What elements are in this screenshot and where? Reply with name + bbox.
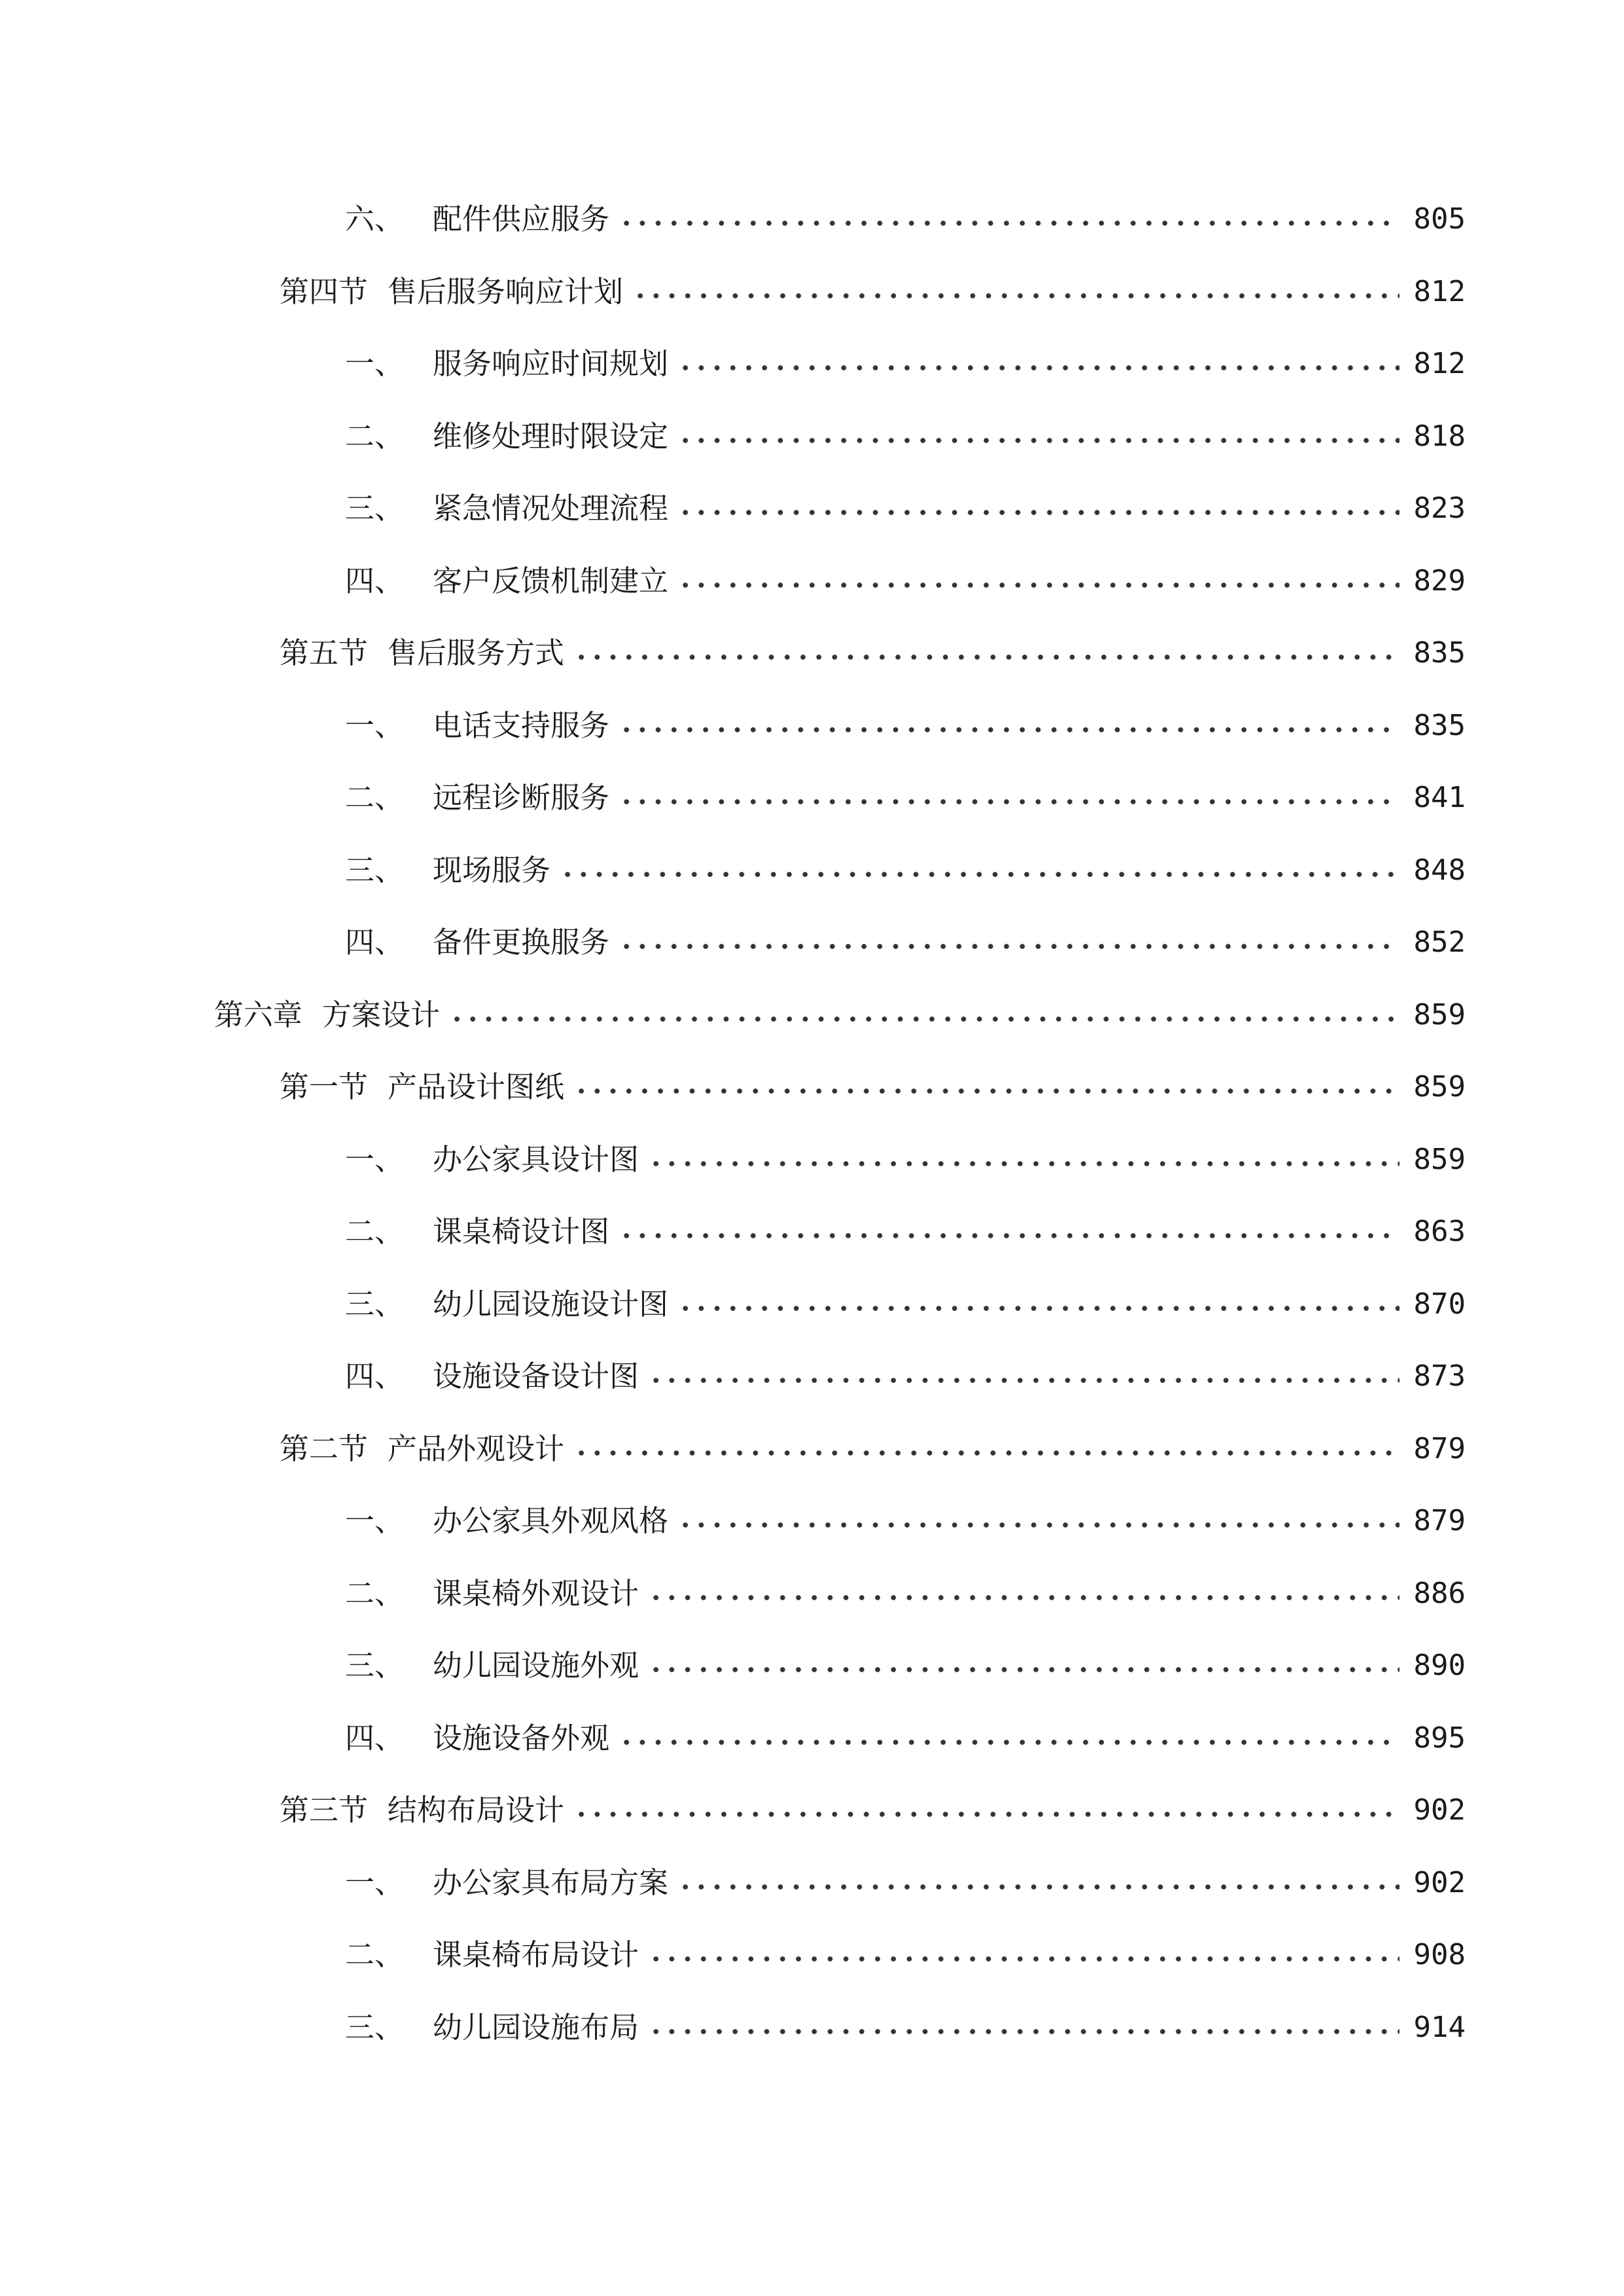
toc-entry-page-number: 859 [1413,997,1466,1031]
dot-leader [677,482,1399,535]
toc-entry-page-number: 879 [1413,1504,1466,1537]
toc-entry[interactable] [345,1640,1466,1692]
toc-entry-page-number: 890 [1413,1649,1466,1682]
toc-entry[interactable] [345,1929,1466,1981]
toc-entry-title: 幼儿园设施外观 [433,1648,640,1683]
toc-entry-number: 第一节 [280,1069,369,1104]
toc-entry[interactable] [345,193,1466,245]
toc-entry-number: 第六章 [214,997,303,1032]
toc-entry[interactable] [280,1784,1466,1837]
toc-entry[interactable] [280,266,1466,318]
toc-entry[interactable] [280,1423,1466,1475]
toc-entry-page-number: 859 [1413,1070,1466,1103]
dot-leader [573,627,1399,679]
toc-entry-number: 一、 [345,708,405,743]
toc-entry-page-number: 852 [1413,925,1466,959]
toc-entry-title: 产品外观设计 [388,1431,565,1466]
toc-entry-page-number: 829 [1413,564,1466,598]
dot-leader [677,410,1399,463]
toc-entry-number: 三、 [345,1648,405,1683]
toc-entry-title: 产品设计图纸 [388,1069,565,1104]
toc-entry-title: 紧急情况处理流程 [433,491,669,526]
dot-leader [648,1640,1399,1692]
dot-leader [677,1278,1399,1331]
toc-entry-page-number: 848 [1413,853,1466,887]
dot-leader [677,1857,1399,1909]
dot-leader [619,772,1399,824]
toc-entry-title: 客户反馈机制建立 [433,563,669,598]
toc-entry-title: 电话支持服务 [433,708,610,743]
toc-entry-page-number: 863 [1413,1215,1466,1248]
toc-entry-title: 办公家具外观风格 [433,1503,669,1538]
toc-entry-page-number: 895 [1413,1721,1466,1755]
dot-leader [619,193,1399,245]
toc-entry-title: 配件供应服务 [433,202,610,236]
toc-entry-title: 结构布局设计 [388,1793,565,1827]
toc-entry[interactable] [345,1857,1466,1909]
toc-entry-number: 二、 [345,418,405,454]
toc-entry-number: 二、 [345,780,405,815]
toc-entry-number: 一、 [345,1865,405,1900]
toc-entry-number: 三、 [345,852,405,888]
toc-entry-page-number: 823 [1413,492,1466,525]
toc-entry[interactable] [280,627,1466,679]
dot-leader [648,1568,1399,1620]
toc-entry-page-number: 873 [1413,1359,1466,1393]
dot-leader [573,1061,1399,1113]
toc-entry-number: 一、 [345,1141,405,1177]
toc-entry-number: 一、 [345,1503,405,1538]
toc-entry-page-number: 859 [1413,1142,1466,1176]
toc-entry-title: 办公家具设计图 [433,1141,640,1177]
toc-entry-number: 四、 [345,563,405,598]
toc-entry[interactable] [345,1568,1466,1620]
dot-leader [619,700,1399,752]
dot-leader [677,338,1399,390]
toc-entry-title: 课桌椅外观设计 [433,1575,640,1611]
toc-entry-page-number: 805 [1413,202,1466,236]
toc-entry-title: 备件更换服务 [433,925,610,960]
toc-entry-page-number: 908 [1413,1938,1466,1971]
toc-entry-page-number: 841 [1413,781,1466,814]
dot-leader [619,1712,1399,1765]
toc-entry-title: 课桌椅布局设计 [433,1937,640,1972]
toc-entry-page-number: 870 [1413,1287,1466,1321]
toc-entry[interactable] [345,1278,1466,1331]
dot-leader [677,555,1399,607]
toc-entry[interactable] [345,1350,1466,1403]
dot-leader [632,266,1399,318]
dot-leader [619,916,1399,969]
toc-entry-title: 课桌椅设计图 [433,1214,610,1249]
toc-entry-number: 三、 [345,2009,405,2045]
toc-entry-page-number: 914 [1413,2010,1466,2044]
toc-entry[interactable] [345,482,1466,535]
dot-leader [648,1350,1399,1403]
toc-entry[interactable] [280,1061,1466,1113]
toc-entry-number: 第三节 [280,1793,369,1827]
dot-leader [648,1134,1399,1186]
toc-entry-number: 三、 [345,1286,405,1321]
dot-leader [677,1495,1399,1547]
toc-entry-page-number: 879 [1413,1431,1466,1465]
toc-entry-title: 服务响应时间规划 [433,346,669,381]
toc-entry[interactable] [345,844,1466,897]
toc-entry[interactable] [345,700,1466,752]
dot-leader [619,1206,1399,1258]
toc-entry-title: 办公家具布局方案 [433,1865,669,1900]
toc-entry[interactable] [345,1495,1466,1547]
toc-entry-page-number: 902 [1413,1865,1466,1899]
dot-leader [648,1929,1399,1981]
toc-entry[interactable] [345,410,1466,463]
dot-leader [560,844,1399,897]
toc-entry-title: 售后服务方式 [388,636,565,670]
toc-entry-title: 现场服务 [433,852,551,888]
toc-entry-title: 设施设备设计图 [433,1359,640,1393]
toc-entry-number: 六、 [345,202,405,236]
toc-entry-number: 第五节 [280,636,369,670]
toc-entry-title: 幼儿园设施布局 [433,2009,640,2045]
dot-leader [449,989,1399,1041]
toc-entry[interactable] [345,1134,1466,1186]
toc-entry-number: 二、 [345,1575,405,1611]
toc-entry-page-number: 812 [1413,274,1466,308]
toc-entry-page-number: 818 [1413,419,1466,453]
toc-entry[interactable] [345,555,1466,607]
dot-leader [573,1423,1399,1475]
toc-entry-number: 一、 [345,346,405,381]
toc-entry[interactable] [345,338,1466,390]
toc-entry-page-number: 812 [1413,347,1466,380]
toc-entry-title: 维修处理时限设定 [433,418,669,454]
toc-entry-page-number: 886 [1413,1576,1466,1610]
toc-entry[interactable] [345,916,1466,969]
toc-entry[interactable] [214,989,1466,1041]
dot-leader [573,1784,1399,1837]
toc-entry-title: 设施设备外观 [433,1720,610,1755]
toc-entry[interactable] [345,772,1466,824]
toc-entry-number: 三、 [345,491,405,526]
toc-entry-number: 第二节 [280,1431,369,1466]
toc-entry-number: 四、 [345,1359,405,1393]
toc-entry-title: 售后服务响应计划 [388,274,624,309]
toc-entry-number: 二、 [345,1214,405,1249]
dot-leader [648,2001,1399,2054]
toc-entry-page-number: 902 [1413,1793,1466,1827]
toc-entry-title: 远程诊断服务 [433,780,610,815]
toc-entry-number: 四、 [345,925,405,960]
toc-entry-page-number: 835 [1413,708,1466,742]
toc-entry[interactable] [345,1206,1466,1258]
toc-entry-page-number: 835 [1413,636,1466,670]
toc-entry[interactable] [345,2001,1466,2054]
toc-entry-number: 第四节 [280,274,369,309]
toc-entry-number: 四、 [345,1720,405,1755]
toc-entry[interactable] [345,1712,1466,1765]
toc-entry-title: 方案设计 [322,997,441,1032]
toc-entry-title: 幼儿园设施设计图 [433,1286,669,1321]
toc-entry-number: 二、 [345,1937,405,1972]
